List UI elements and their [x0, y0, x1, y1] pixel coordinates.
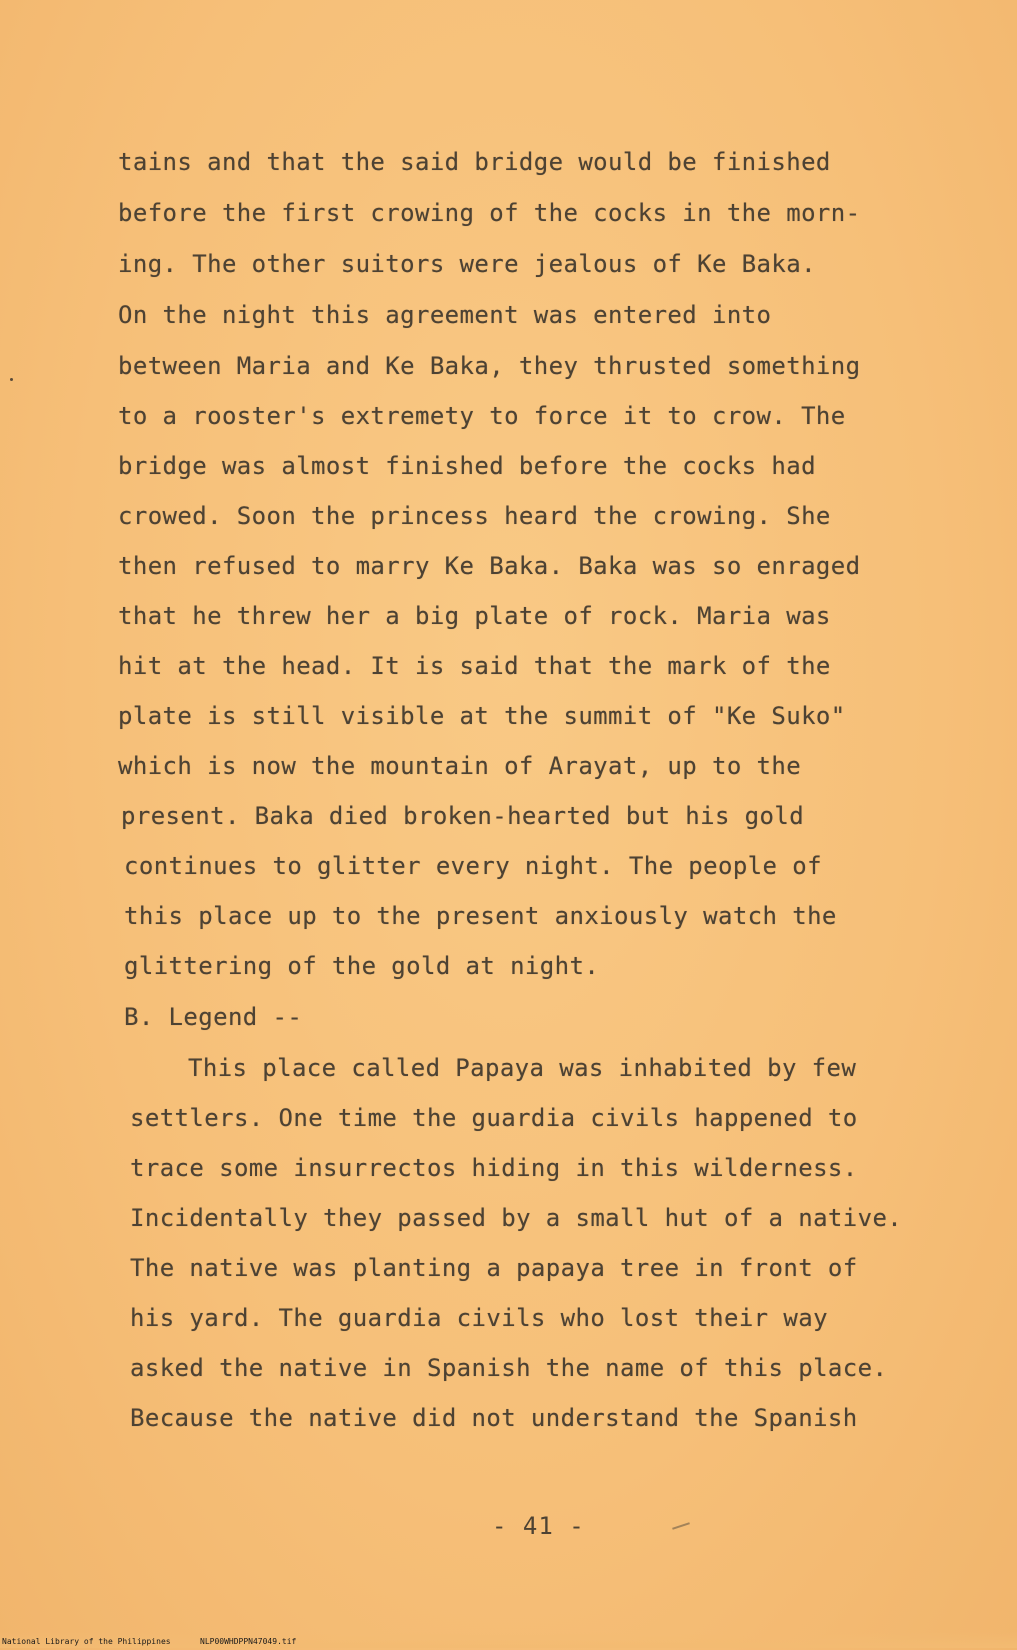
archive-footer — [0, 1632, 1017, 1648]
text-line: tains and that the said bridge would be finished — [118, 148, 831, 176]
text-line: plate is still visible at the summit of "Ke Suko" — [118, 702, 846, 730]
text-line: that he threw her a big plate of rock. Maria was — [118, 602, 831, 630]
text-line: Because the native did not understand the Spanish — [130, 1404, 858, 1432]
text-line: before the first crowing of the cocks in the morn- — [118, 199, 861, 227]
section-heading: B. Legend -- — [124, 1003, 303, 1031]
text-line: asked the native in Spanish the name of this place. — [130, 1354, 888, 1382]
margin-mark — [10, 378, 13, 381]
text-line: his yard. The guardia civils who lost their way — [130, 1304, 828, 1332]
text-line: crowed. Soon the princess heard the crowing. She — [118, 502, 831, 530]
text-line: ing. The other suitors were jealous of Ke Baka. — [118, 250, 816, 278]
text-line: which is now the mountain of Arayat, up to the — [118, 752, 802, 780]
text-line: This place called Papaya was inhabited by few — [188, 1054, 857, 1082]
text-line: to a rooster's extremety to force it to crow. The — [118, 402, 846, 430]
text-line: hit at the head. It is said that the mark of the — [118, 652, 831, 680]
page-number: - 41 - — [492, 1512, 585, 1540]
text-line: Incidentally they passed by a small hut of a native. — [130, 1204, 903, 1232]
text-line: glittering of the gold at night. — [124, 952, 600, 980]
text-line: On the night this agreement was entered into — [118, 301, 772, 329]
text-line: this place up to the present anxiously watch the — [124, 902, 837, 930]
text-line: between Maria and Ke Baka, they thrusted something — [118, 352, 861, 380]
text-line: bridge was almost finished before the cocks had — [118, 452, 816, 480]
text-line: continues to glitter every night. The people of — [124, 852, 822, 880]
text-line: settlers. One time the guardia civils happened to — [130, 1104, 858, 1132]
text-line: then refused to marry Ke Baka. Baka was so enraged — [118, 552, 861, 580]
footer-source: National Library of the Philippines — [2, 1637, 171, 1646]
text-line: trace some insurrectos hiding in this wilderness. — [130, 1154, 858, 1182]
footer-file-id: NLP00WHDPPN47049.tif — [200, 1637, 297, 1646]
text-line: present. Baka died broken-hearted but his gold — [121, 802, 805, 830]
text-line: The native was planting a papaya tree in front of — [130, 1254, 858, 1282]
pen-mark — [672, 1522, 690, 1529]
